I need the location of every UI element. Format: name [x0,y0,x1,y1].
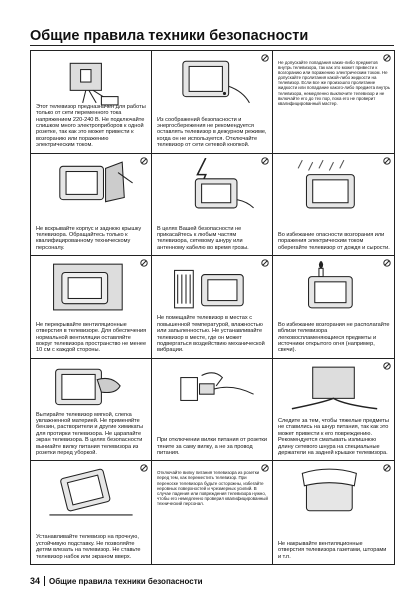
rule-text: Не накрывайте вентиляционные отверстия телевизора газетами, шторами и т.п. [278,540,387,560]
rule-cell-do-not-open [31,154,152,257]
tv-wiping-illustration [35,363,147,415]
rule-text: Во избежание опасности возгорания или поражения электрическим током оберегайте телевизор от дождя и сырости. [278,231,390,251]
page-title: Общие правила техники безопасности [30,28,309,44]
rule-cell-power-cord [273,359,394,462]
rule-cell-rain-moisture [273,154,394,257]
rule-cell-moving-tv [152,461,273,564]
rule-text: Не вскрывайте корпус и заднюю крышку телевизора. Обращайтесь только к квалифицированному техническому персоналу. [36,225,142,251]
page-footer [30,576,203,586]
rule-cell-cover-vents [273,461,394,564]
rule-text: При отключении вилки питания от розетки тяните за саму вилку, а не за провод питания. [157,437,267,456]
rule-text: Отключайте вилку питания телевизора из розетки перед тем, как переместить телевизор. При переноске телевизора будьте осторожны, избегайте неровных поверхностей и чрезмерных усилий. В случае падения или повреждения телевизора нужно, чтобы его немедленно проверил квалифицированный технический персонал. [157,470,268,506]
page-number: 34 [30,576,41,586]
rule-text: В целях Вашей безопасности не прикасайтесь к любым частям телевизора, сетевому шнуру или антенному кабелю во время грозы. [157,225,249,251]
rule-text: Вытирайте телевизор мягкой, слегка увлажненной материей. Не применяйте бензин, растворители и другие химикаты для протирки телевизора. Не царапайте экран телевизора. В целях безопасности выниайте вилку питания телевизора из розетки перед уборкой. [36,411,144,456]
rule-cell-liquids-objects [273,51,394,154]
tv-candle-illustration [277,260,390,312]
rule-cell-ventilation [31,256,152,359]
footer-divider [44,576,45,586]
rule-cell-cleaning [31,359,152,462]
tv-near-heater-illustration [156,260,268,312]
rule-text: Следите за тем, чтобы тяжелые предметы не ставились на шнур питания, так как это может привести к его повреждению. Рекомендуется сматывать излишнюю длину сетевого шнура на специальные держатели на задней крышке телевизора. [278,417,389,456]
tv-standby-illustration [156,55,268,107]
rule-text: Устанавливайте телевизор на прочную, устойчивую подставку. Не позволяйте детям влезать на телевизор. Не ставьте телевизор набок или экраном вверх. [36,534,141,560]
rule-text: Этот телевизор предназначен для работы только от сети переменного тока напряжением 220-240 В. Не подключайте слишком много электроприборов к одной розетке, так как это может привести к возгоранию или поражению электрическим током. [36,103,146,149]
rule-text: Не помещайте телевизор в местах с повышенной температурой, влажностью или запыленностью. Не устанавливайте телевизор в месте, где он может подвергаться воздействию механической вибрации. [157,315,265,354]
cord-under-weight-illustration [277,363,390,415]
tv-rain-illustration [277,158,390,210]
rule-text: Из соображений безопасности и энергосбережения не рекомендуется оставлять телевизор в дежурном режиме, когда он не используется. Отключайте телевизор от сети сетевой кнопкой. [157,116,267,149]
title-divider [30,45,394,46]
rule-cell-unplug-by-plug [152,359,273,462]
rule-cell-stable-stand [31,461,152,564]
rule-cell-standby [152,51,273,154]
rule-cell-heat-humidity [152,256,273,359]
rule-text: Во избежание возгорания не располагайте вблизи телевизора легковоспламеняющиеся предметы и источники открытого огня (например, свечи). [278,321,390,354]
tv-opened-illustration [35,158,147,210]
hand-unplugging-illustration [156,363,268,415]
tv-lightning-illustration [156,158,268,210]
rule-text: Не допускайте попадания каких-либо предметов внутрь телевизора, так как это может привести к возгоранию или поражению электрическим током. Не допускайте пролитания какой-либо жидкости на телевизор. Если все же произошло пролитание жидкости или попадание какого-либо предмета внутрь телевизора, немедленно выключите телевизор и не включайте его до тех пор, пока его не проверит квалифицированный мастер. [278,60,390,106]
rule-cell-power-voltage [31,51,152,154]
tv-covered-illustration [277,465,390,517]
safety-rules-grid [30,50,395,565]
rule-cell-open-flame [273,256,394,359]
socket-overload-illustration [35,55,147,107]
tv-in-cabinet-illustration [35,260,147,312]
rule-text: Не перекрывайте вентиляционные отверстия в телевизоре. Для обеспечения нормальной вентиляции оставляйте вокруг телевизора пространство не менее 10 см с каждой стороны. [36,321,147,354]
rule-cell-thunderstorm [152,154,273,257]
tv-tilted-illustration [35,465,147,517]
footer-section-title: Общие правила техники безопасности [49,576,203,586]
